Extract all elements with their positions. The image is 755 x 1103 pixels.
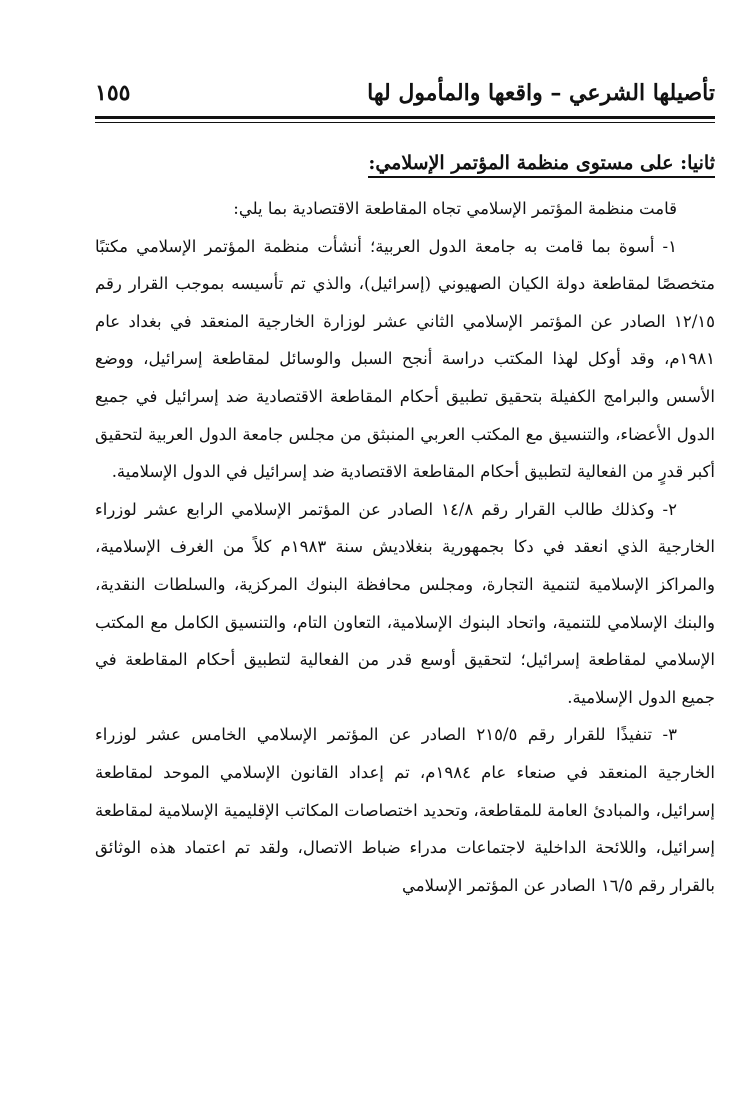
section-heading: ثانيا: على مستوى منظمة المؤتمر الإسلامي: <box>368 152 715 178</box>
running-header <box>95 80 715 116</box>
paragraph-3: ٣- تنفيذًا للقرار رقم ٢١٥/٥ الصادر عن المؤتمر الإسلامي الخامس عشر لوزراء الخارجية المنعقد في صنعاء عام ١٩٨٤م، تم إعداد القانون الإسلامي الموحد لمقاطعة إسرائيل، والمبادئ العامة للمقاطعة، وتحديد اختصاصات المكاتب الإقليمية الإسلامية لمقاطعة إسرائيل، واللائحة الداخلية لاجتماعات مدراء ضباط الاتصال، ولقد تم اعتماد هذه الوثائق بالقرار رقم ١٦/٥ الصادر عن المؤتمر الإسلامي <box>95 725 715 895</box>
intro-paragraph: قامت منظمة المؤتمر الإسلامي تجاه المقاطعة الاقتصادية بما يلي: <box>233 199 677 218</box>
page-number: ١٥٥ <box>95 80 131 106</box>
body-text <box>95 190 715 904</box>
paragraph-2: ٢- وكذلك طالب القرار رقم ١٤/٨ الصادر عن المؤتمر الإسلامي الرابع عشر لوزراء الخارجية الذي انعقد في دكا بجمهورية بنغلاديش سنة ١٩٨٣م كلاً من الغرف الإسلامية، والمراكز الإسلامية لتنمية التجارة، ومجلس محافظة البنوك المركزية، والسلطات النقدية، والبنك الإسلامي للتنمية، واتحاد البنوك الإسلامية، التعاون التام، والتنسيق الكامل مع المكتب الإسلامي لمقاطعة إسرائيل؛ لتحقيق أوسع قدر من الفعالية لتطبيق أحكام المقاطعة في جميع الدول الإسلامية. <box>95 499 715 707</box>
paragraph-1: ١- أسوة بما قامت به جامعة الدول العربية؛ أنشأت منظمة المؤتمر الإسلامي مكتبًا متخصصًا لمقاطعة دولة الكيان الصهيوني (إسرائيل)، والذي تم تأسيسه بموجب القرار رقم ١٢/١٥ الصادر عن المؤتمر الإسلامي الثاني عشر لوزارة الخارجية المنعقد في بغداد عام ١٩٨١م، وقد أوكل لهذا المكتب دراسة أنجح السبل والوسائل لمقاطعة إسرائيل، ووضع الأسس والبرامج الكفيلة بتحقيق تطبيق أحكام المقاطعة الاقتصادية ضد إسرائيل في جميع الدول الأعضاء، والتنسيق مع المكتب العربي المنبثق من مجلس جامعة الدول العربية لتحقيق أكبر قدرٍ من الفعالية لتطبيق أحكام المقاطعة الاقتصادية ضد إسرائيل في الدول الإسلامية. <box>95 236 715 482</box>
header-rule-thin <box>95 122 715 123</box>
running-title: تأصيلها الشرعي – واقعها والمأمول لها <box>367 80 715 106</box>
header-rule-thick <box>95 116 715 119</box>
